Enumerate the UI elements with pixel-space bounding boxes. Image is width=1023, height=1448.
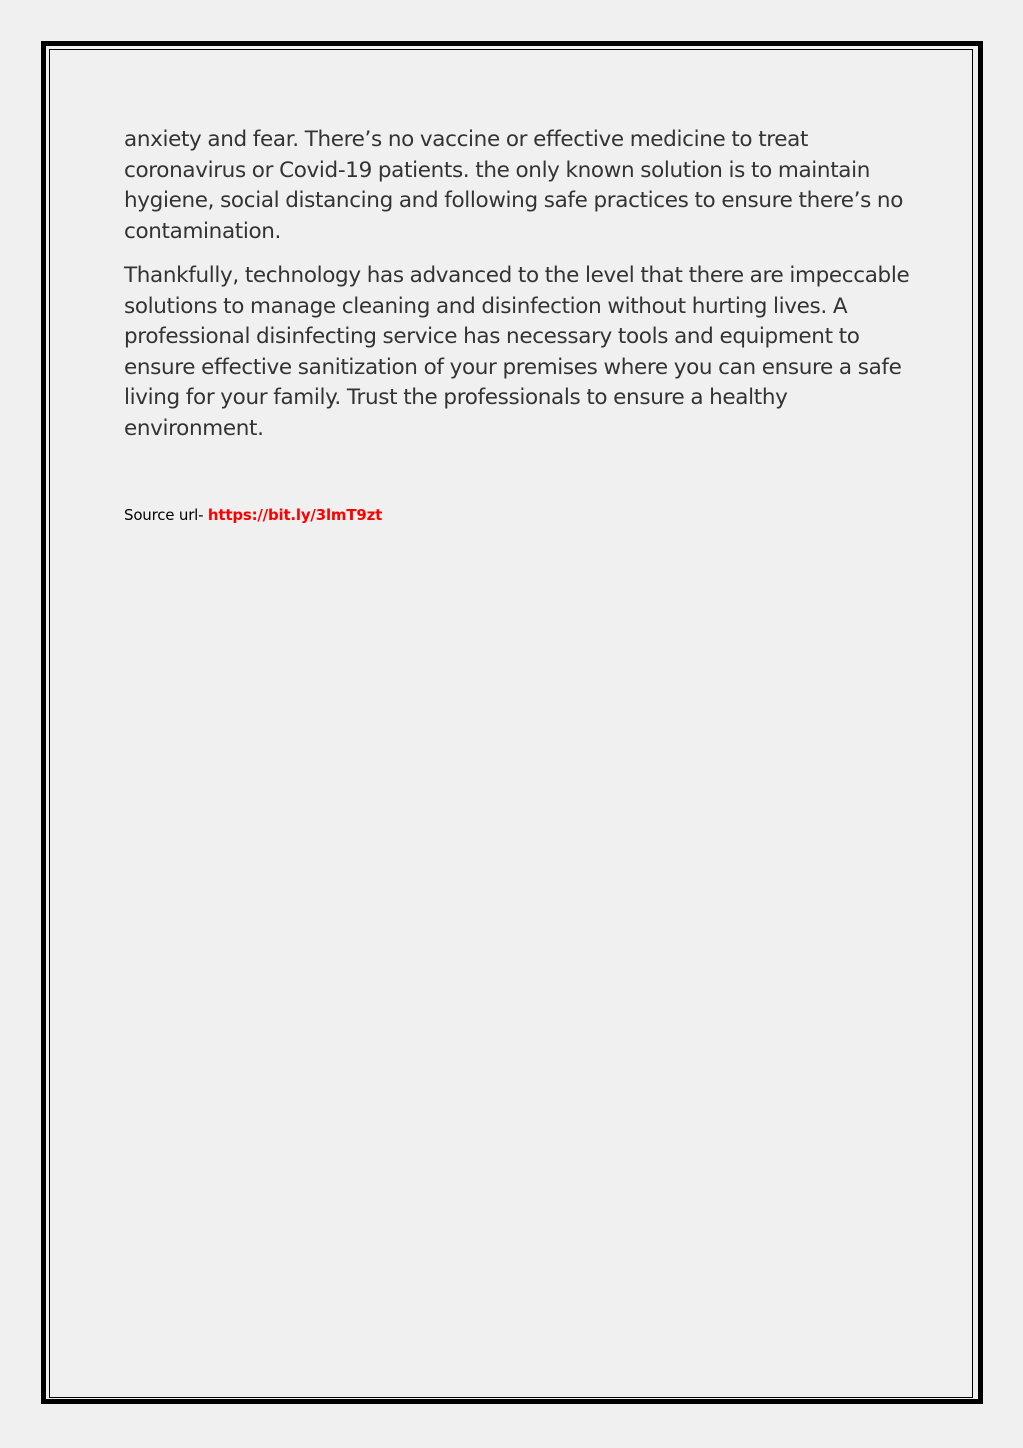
source-link[interactable]: https://bit.ly/3lmT9zt [207, 506, 383, 524]
paragraph-1: anxiety and fear. There’s no vaccine or effective medicine to treat coronavirus or Covid-19 patients. the only known solution is to maintain hygiene, social distancing and following safe practices to ensure there’s no contamination. [124, 127, 904, 244]
source-label: Source url- [124, 506, 208, 524]
document-body [124, 125, 914, 525]
paragraph-2: Thankfully, technology has advanced to the level that there are impeccable solutions to manage cleaning and disinfection without hurting lives. A professional disinfecting service has necessary tools and equipment to ensure effective sanitization of your premises where you can ensure a safe living for your family. Trust the professionals to ensure a healthy environment. [124, 263, 910, 441]
source-url-line [124, 505, 914, 525]
